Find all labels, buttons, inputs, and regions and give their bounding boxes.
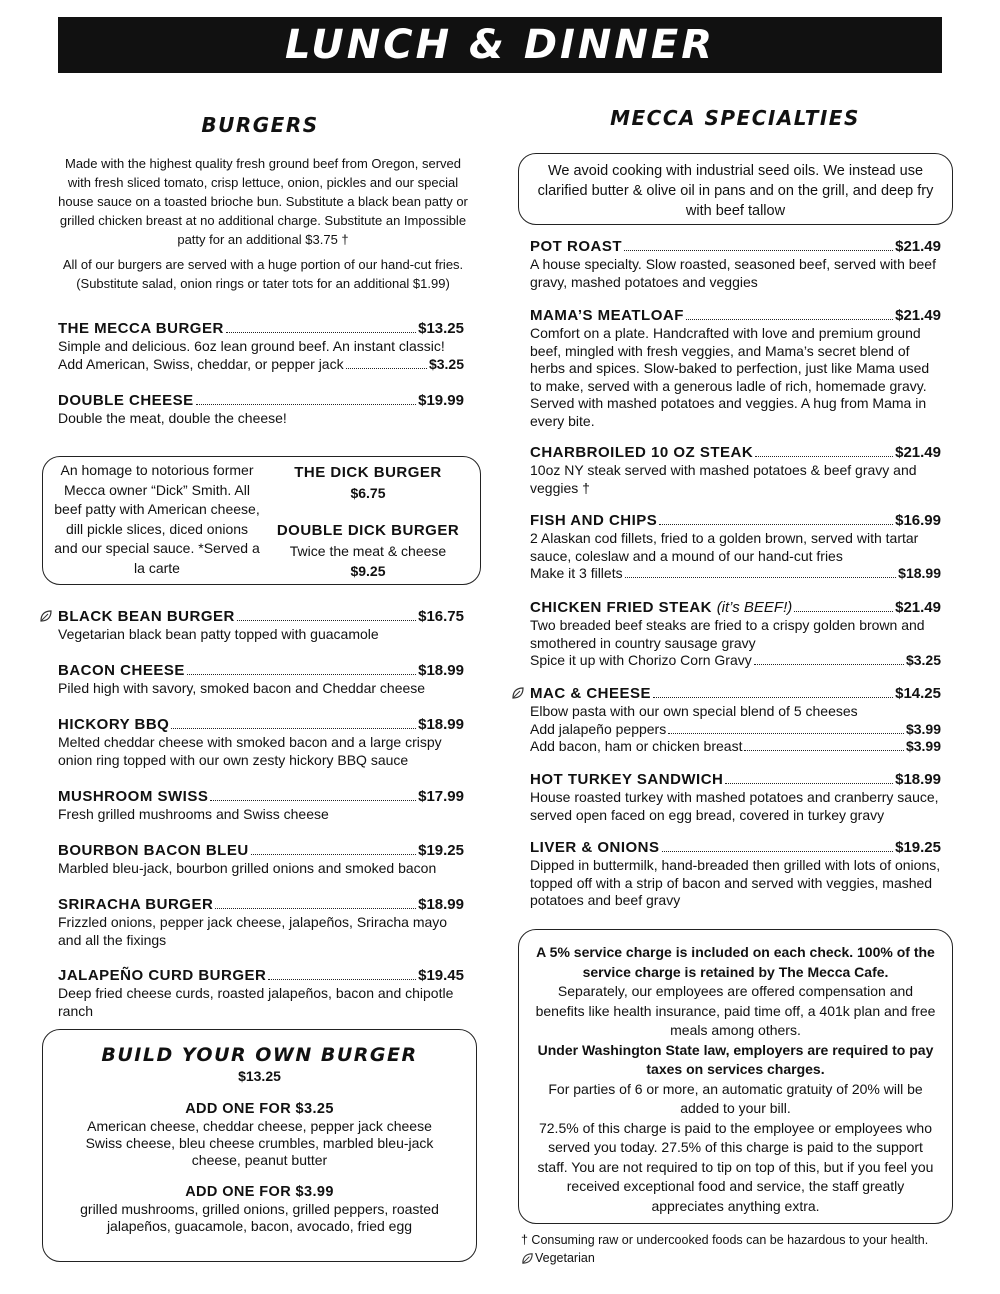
dick-burger-price: $6.75 [350,485,386,501]
burgers-fries-note: All of our burgers are served with a huge portion of our hand-cut fries. (Substitute salad, onion rings or tater tots for an additional $1.99) [62,257,464,291]
byob-group1-options: American cheese, cheddar cheese, pepper jack cheese Swiss cheese, bleu cheese crumbles, marbled bleu-jack cheese, peanut butter [85,1118,434,1168]
leader-dots [226,332,416,333]
menu-item-fish-and-chips: FISH AND CHIPS $16.99 2 Alaskan cod fillets, fried to a golden brown, served with tartar sauce, coleslaw and a mound of our hand-cut fries Make it 3 fillets $18.99 [530,512,941,581]
byob-group2-options: grilled mushrooms, grilled onions, grilled peppers, roasted jalapeños, guacamole, bacon, avocado, fried egg [80,1201,439,1234]
double-dick-burger-price: $9.25 [350,563,386,579]
item-name-note: (it’s BEEF!) [716,599,793,616]
dick-burger-name: THE DICK BURGER [294,464,442,481]
employee-benefits-text: Separately, our employees are offered compensation and benefits like health insurance, paid time off, a 401k plan and free meals among others. [535,983,936,1038]
page-title: LUNCH & DINNER [285,22,715,68]
washington-law-notice: Under Washington State law, employers are required to pay taxes on services charges. [537,1041,934,1077]
header-banner [58,17,942,73]
menu-item-hot-turkey-sandwich: HOT TURKEY SANDWICH $18.99 House roasted turkey with mashed potatoes and cranberry sauce, served open faced on egg bread, covered in turkey gravy [530,771,941,823]
addon-line: Add bacon, ham or chicken breast $3.99 [530,738,941,754]
leaf-icon [521,1252,534,1265]
menu-item-pot-roast: POT ROAST $21.49 A house specialty. Slow roasted, seasoned beef, served with beef gravy, mashed potatoes and veggies [530,238,941,290]
addon-line: Add jalapeño peppers $3.99 [530,720,941,737]
byob-title: BUILD YOUR OWN BURGER [101,1044,418,1066]
build-your-own-burger-box [42,1029,477,1262]
menu-item-mecca-burger: THE MECCA BURGER $13.25 Simple and delicious. 6oz lean ground beef. An instant classic! Add American, Swiss, cheddar, or pepper jack $3.25 [58,320,464,372]
menu-item-hickory-bbq: HICKORY BBQ $18.99 Melted cheddar cheese with smoked bacon and a large crispy onion ring topped with our own zesty hickory BBQ sauce [58,716,464,768]
menu-item-mushroom-swiss: MUSHROOM SWISS $17.99 Fresh grilled mushrooms and Swiss cheese [58,788,464,822]
dick-burger-items [265,463,471,581]
menu-item-charbroiled-steak: CHARBROILED 10 OZ STEAK $21.49 10oz NY steak served with mashed potatoes & beef gravy and veggies † [530,444,941,496]
raw-food-warning: † Consuming raw or undercooked foods can be hazardous to your health. [521,1233,929,1247]
vegetarian-legend: Vegetarian [521,1250,821,1267]
menu-item-jalapeno-curd-burger: JALAPEÑO CURD BURGER $19.45 Deep fried cheese curds, roasted jalapeños, bacon and chipotle ranch [58,967,464,1019]
dick-burger-box [42,456,481,585]
service-charge-notice: A 5% service charge is included on each check. 100% of the service charge is retained by The Mecca Cafe. [536,944,935,980]
specialties-title: MECCA SPECIALTIES [610,106,860,130]
burgers-title: BURGERS [201,113,319,137]
service-charge-box [518,929,953,1224]
menu-item-double-cheese: DOUBLE CHEESE $19.99 Double the meat, double the cheese! [58,392,464,426]
burgers-intro: Made with the highest quality fresh ground beef from Oregon, served with fresh sliced tomato, crisp lettuce, onion, pickles and our special house sauce on a toasted brioche bun. Substitute a black bean patty or grilled chicken breast at no additional charge. Substitute an Impossible patty for an additional $3.75 † [58,156,468,247]
byob-group1-title: ADD ONE FOR $3.25 [185,1101,334,1117]
menu-item-mac-and-cheese: MAC & CHEESE $14.25 Elbow pasta with our own special blend of 5 cheeses Add jalapeño peppers $3.99 Add bacon, ham or chicken breast $3.99 [530,685,941,756]
addon-line: Spice it up with Chorizo Corn Gravy $3.25 [530,652,941,668]
menu-item-bourbon-bacon-bleu: BOURBON BACON BLEU $19.25 Marbled bleu-jack, bourbon grilled onions and smoked bacon [58,842,464,876]
leaf-icon [39,609,53,623]
double-dick-burger-desc: Twice the meat & cheese [289,543,447,559]
byob-price: $13.25 [238,1068,281,1084]
addon-line: Make it 3 fillets $18.99 [530,565,941,581]
gratuity-distribution-text: 72.5% of this charge is paid to the employee or employees who served you today. 27.5% of this charge is paid to the support staff. You are not required to tip on top of this, but if you feel you received exceptional food and service, the staff greatly appreciates anything extra. [537,1119,934,1214]
gratuity-notice: For parties of 6 or more, an automatic gratuity of 20% will be added to your bill. [548,1080,923,1116]
item-description: Simple and delicious. 6oz lean ground beef. An instant classic! [58,338,445,354]
seed-oil-note-box [518,153,953,225]
double-dick-burger-name: DOUBLE DICK BURGER [276,522,460,539]
menu-item-liver-and-onions: LIVER & ONIONS $19.25 Dipped in buttermilk, hand-breaded then grilled with lots of onions, topped off with a strip of bacon and served with veggies, mashed potatoes and beef gravy [530,839,941,908]
dick-burger-description: An homage to notorious former Mecca owner “Dick” Smith. All beef patty with American cheese, dill pickle slices, diced onions and our special sauce. *Served a la carte [54,462,260,576]
menu-item-sriracha-burger: SRIRACHA BURGER $18.99 Frizzled onions, pepper jack cheese, jalapeños, Sriracha mayo and all the fixings [58,896,464,948]
addon-line: Add American, Swiss, cheddar, or pepper jack $3.25 [58,355,464,372]
menu-item-mamas-meatloaf: MAMA’S MEATLOAF $21.49 Comfort on a plate. Handcrafted with love and premium ground beef, mingled with fresh veggies, and Mama’s secret blend of herbs and spices. Slow-baked to perfection, just like Mama used to make, served with a generous ladle of rich, homemade gravy. Served with mashed potatoes and veggies. A hug from Mama in every bite. [530,307,941,429]
leaf-icon [511,686,525,700]
menu-item-chicken-fried-steak: CHICKEN FRIED STEAK (it’s BEEF!) $21.49 Two breaded beef steaks are fried to a crispy golden brown and smothered in country sausage gravy Spice it up with Chorizo Corn Gravy $3.25 [530,599,941,668]
menu-item-black-bean-burger: BLACK BEAN BURGER $16.75 Vegetarian black bean patty topped with guacamole [58,608,464,644]
byob-group2-title: ADD ONE FOR $3.99 [185,1184,334,1200]
item-price: $13.25 [418,320,464,337]
seed-oil-note: We avoid cooking with industrial seed oils. We instead use clarified butter & olive oil in pans and on the grill, and deep fry with beef tallow [537,163,934,219]
menu-item-bacon-cheese: BACON CHEESE $18.99 Piled high with savory, smoked bacon and Cheddar cheese [58,662,464,696]
